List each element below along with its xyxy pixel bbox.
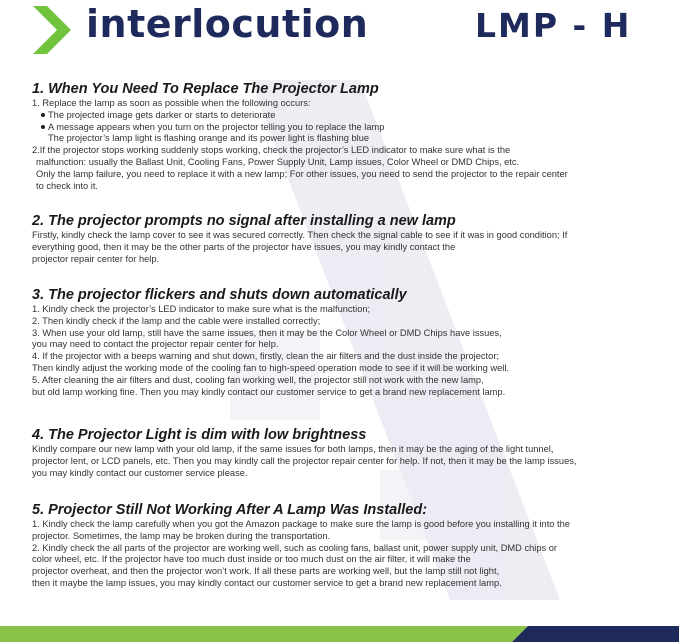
- text-line: malfunction: usually the Ballast Unit, Cooling Fans, Power Supply Unit, Lamp issues, Color Wheel or DMD Chips, etc.: [36, 156, 520, 167]
- text-line: color wheel, etc. If the projector have too much dust inside or too much dust on the air filter, it will make the: [32, 554, 471, 565]
- section-title: 4. The Projector Light is dim with low brightness: [32, 427, 367, 443]
- bullet-item: A message appears when you turn on the projector telling you to replace the lamp: [0, 122, 679, 134]
- bullet-icon: [41, 125, 45, 129]
- text-line: you may need to contact the projector repair center for help.: [32, 339, 279, 350]
- section-title: 1. When You Need To Replace The Projector Lamp: [32, 81, 379, 97]
- text-line: 1. Replace the lamp as soon as possible when the following occurs:: [32, 98, 311, 108]
- chevron-right-icon: [33, 6, 73, 54]
- text-line: 4. If the projector with a beeps warning and shut down, firstly, clean the air filters and the dust inside the projector;: [32, 351, 499, 362]
- section-replace-lamp: [0, 80, 679, 192]
- text-line: then it maybe the lamp issues, you may kindly contact our customer service to get a brand new replacement lamp.: [32, 577, 502, 588]
- footer-bar: [0, 626, 679, 642]
- section-not-working: [0, 501, 679, 590]
- product-logo: LMP - H: [475, 6, 632, 45]
- text-line: projector. Sometimes, the lamp may be broken during the transportation.: [32, 530, 331, 541]
- text-line: 3. When use your old lamp, still have the same issues, then it may be the Color Wheel or DMD Chips have issues,: [32, 327, 502, 338]
- text-line: Then kindly adjust the working mode of the cooling fan to high-speed operation mode to see if it will be working well.: [32, 362, 509, 373]
- bullet-icon: [41, 113, 45, 117]
- brand-name: interlocution: [86, 2, 369, 46]
- text-line: 1. Kindly check the projector’s LED indicator to make sure what is the malfunction;: [32, 304, 371, 314]
- text-line: Only the lamp failure, you need to replace it with a new lamp; For other issues, you need to send the projector to the repair center: [36, 168, 568, 179]
- text-line: 2.If the projector stops working suddenly stops working, check the projector’s LED indicator to make sure what is the: [32, 145, 511, 156]
- section-dim-light: [0, 426, 679, 479]
- text-line: 5. After cleaning the air filters and dust, cooling fan working well, the projector still not work with the new lamp,: [32, 374, 484, 385]
- section-no-signal: [0, 212, 679, 265]
- text-line: The projector’s lamp light is flashing orange and its power light is flashing blue: [48, 133, 370, 144]
- text-line: you may kindly contact our customer service please.: [32, 467, 248, 478]
- text-line: 1. Kindly check the lamp carefully when you got the Amazon package to make sure the lamp is good before you installing it into the: [32, 519, 570, 529]
- text-line: Firstly, kindly check the lamp cover to see it was secured correctly. Then check the signal cable to see if it was in good condition; If: [32, 230, 568, 240]
- text-line: to check into it.: [36, 180, 99, 191]
- text-line: projector lent, or LCD panels, etc. Then you may kindly call the projector repair center for help. If not, then it may be the lamp issues,: [32, 455, 577, 466]
- text-line: Kindly compare our new lamp with your old lamp, if the same issues for both lamps, then it may be the aging of the light tunnel,: [32, 444, 554, 454]
- text-line: 2. Kindly check the all parts of the projector are working well, such as cooling fans, ballast unit, power supply unit, DMD chips or: [32, 542, 558, 553]
- bullet-item: The projected image gets darker or starts to deteriorate: [0, 110, 679, 122]
- section-title: 5. Projector Still Not Working After A Lamp Was Installed:: [32, 502, 428, 518]
- section-title: 3. The projector flickers and shuts down automatically: [32, 287, 407, 303]
- section-flickers: [0, 286, 679, 398]
- text-line: projector overheat, and then the projector won’t work. If all these parts are working well, but the lamp still not light,: [32, 566, 500, 577]
- text-line: but old lamp working fine. Then you may kindly contact our customer service to get a brand new replacement lamp.: [32, 386, 506, 397]
- text-line: projector repair center for help.: [32, 253, 160, 264]
- text-line: 2. Then kindly check if the lamp and the cable were installed correctly;: [32, 315, 321, 326]
- section-title: 2. The projector prompts no signal after installing a new lamp: [32, 213, 456, 229]
- text-line: everything good, then it may be the other parts of the projector have issues, you may kindly contact the: [32, 241, 456, 252]
- header: [0, 0, 679, 60]
